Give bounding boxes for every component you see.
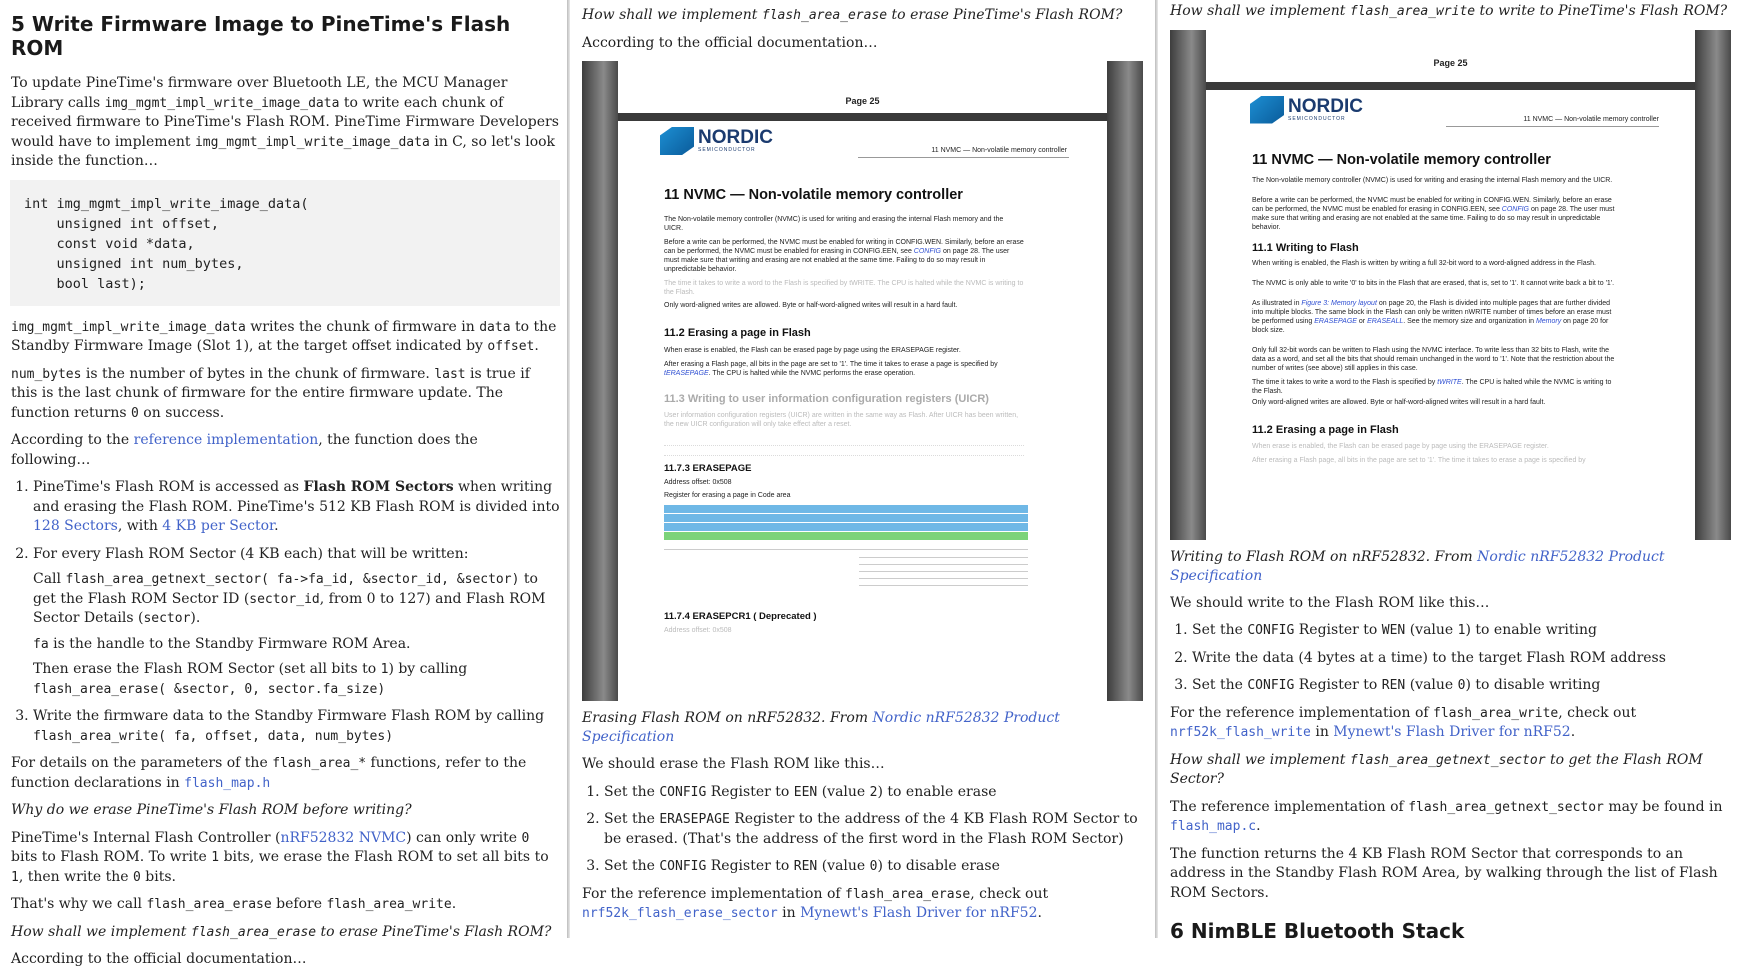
datasheet-figure-erase (582, 61, 1143, 701)
sector-size-link[interactable]: 4 KB per Sector (162, 518, 275, 534)
list-item: 1. Set the CONFIG Register to WEN (value 1) to enable writing (1192, 621, 1731, 641)
flash-write-link[interactable]: nrf52k_flash_write (1170, 725, 1311, 740)
paragraph: For the reference implementation of flash_area_write, check out nrf52k_flash_write in Mynewt's Flash Driver for nRF52. (1170, 704, 1637, 740)
flash-map-h-link[interactable]: flash_map.h (184, 775, 271, 791)
list-item: 2. Write the data (4 bytes at a time) to the target Flash ROM address (1192, 649, 1731, 669)
question: Why do we erase PineTime's Flash ROM before writing? (11, 802, 412, 818)
paragraph: According to the official documentation… (11, 951, 307, 967)
paragraph: According to the official documentation… (582, 34, 878, 51)
column-right (1158, 0, 1745, 943)
page-number: Page 25 (1206, 30, 1695, 82)
paragraph: That's why we call flash_area_erase before flash_area_write. (11, 896, 457, 912)
intro-paragraph: To update PineTime's firmware over Bluetooth LE, the MCU Manager Library calls img_mgmt_impl_write_image_data to write each chunk of received firmware to PineTime's Flash ROM. PineTime Firmware Developers would have to implement img_mgmt_impl_write_image_data in C, so let's look inside the function… (11, 75, 559, 169)
nordic-logo-icon (1250, 96, 1284, 124)
flash-map-c-link[interactable]: flash_map.c (1170, 819, 1257, 834)
list-item: 2. Set the ERASEPAGE Register to the address of the 4 KB Flash ROM Sector to be erased. (That's the address of the first word in the Flash ROM Sector) (604, 810, 1143, 849)
list-item: 3. Set the CONFIG Register to REN (value 0) to disable writing (1192, 676, 1731, 696)
column-left (0, 0, 568, 967)
paragraph: The function returns the 4 KB Flash ROM Sector that corresponds to an address in the Standby Flash ROM Area, by walking through the list of Flash ROM Sectors. (1170, 845, 1718, 901)
mynewt-driver-link[interactable]: Mynewt's Flash Driver for nRF52 (1333, 724, 1571, 740)
list-item: 1. Set the CONFIG Register to EEN (value 2) to enable erase (604, 783, 1143, 803)
steps-list (582, 783, 1143, 877)
list-item: 3. Write the firmware data to the Standby Firmware Flash ROM by calling flash_area_write( fa, offset, data, num_bytes) (33, 707, 560, 746)
question: How shall we implement flash_area_write to write to PineTime's Flash ROM? (1170, 3, 1728, 19)
figure-caption: Writing to Flash ROM on nRF52832. From Nordic nRF52832 Product Specification (1170, 548, 1665, 584)
paragraph: nrf52k_flash_erase_sector in Mynewt's Flash Driver for nRF52. (582, 905, 1042, 921)
list-item: 1. PineTime's Flash ROM is accessed as Flash ROM Sectors when writing and erasing the Flash ROM. PineTime's 512 KB Flash ROM is divided into 128 Sectors, with 4 KB per Sector. (33, 478, 560, 537)
register-table (664, 505, 1028, 591)
datasheet-page: NORDIC SEMICONDUCTOR 11 NVMC — Non-volatile memory controller 11 NVMC — Non-volatile memory controller The Non-volatile memory controller (NVMC) is used for writing and erasing the internal Flash memory and the UICR. Before a write can be performed, the NVMC must be enabled for writing in CONFIG.WEN. Similarly, before an erase can be performed, the NVMC must be enabled for erasing in CONFIG.EEN, see CONFIG on page 28. The user must make sure that writing and erasing are not enabled at the same time. Failing to do so may result in unpredictable behavior. 11.1 Writing to Flash When writing is enabled, the Flash is written by writing a full 32-bit word to a word-aligned address in the Flash. The NVMC is only able to write '0' to bits in the Flash that are erased, that is, set to '1'. It cannot write back a bit to '1'. As illustrated in Figure 3: Memory layout on page 20, the Flash is divided into multiple pages that are further divided into multiple blocks. The same block in the Flash can only be written nWRITE number of times before an erase must be performed using ERASEPAGE or ERASEALL. See the memory size and organization in Memory on page 20 for block size. Only full 32-bit words can be written to Flash using the NVMC interface. To write less than 32 bits to Flash, write the data as a word, and set all the bits that should remain unchanged in the word to '1'. Note that the restriction about the number of writes (see above) still applies in this case. The time it takes to write a word to the Flash is specified by tWRITE. The CPU is halted while the NVMC is writing to the Flash. Only word-aligned writes are allowed. Byte or half-word-aligned writes will result in a hard fault. 11.2 Erasing a page in Flash When erase is enabled, the Flash can be erased page by page using the ERASEPAGE register. After erasing a Flash page, all bits in the page are set to '1'. The time it takes to erase a page is specified by (1206, 90, 1695, 540)
paragraph: According to the reference implementation, the function does the following… (11, 432, 478, 468)
section-heading: 6 NimBLE Bluetooth Stack (1170, 919, 1465, 943)
paragraph: The reference implementation of flash_area_getnext_sector may be found in flash_map.c. (1170, 798, 1723, 834)
nordic-spec-link[interactable]: Nordic nRF52832 Product Specification (1170, 548, 1665, 584)
mynewt-driver-link[interactable]: Mynewt's Flash Driver for nRF52 (800, 905, 1038, 921)
paragraph: img_mgmt_impl_write_image_data writes the chunk of firmware in data to the Standby Firmware Image (Slot 1), at the target offset indicated by offset. (11, 318, 557, 354)
paragraph: We should erase the Flash ROM like this… (582, 756, 885, 772)
nordic-logo: NORDIC SEMICONDUCTOR (1250, 96, 1363, 124)
paragraph: For the reference implementation of flash_area_erase, check out (582, 885, 1049, 902)
reference-implementation-link[interactable]: reference implementation (133, 432, 319, 448)
paragraph: We should write to the Flash ROM like this… (1170, 594, 1490, 611)
steps-list (1170, 621, 1731, 696)
steps-list (11, 478, 560, 746)
erase-sector-link[interactable]: nrf52k_flash_erase_sector (582, 906, 778, 921)
list-item: 3. Set the CONFIG Register to REN (value 0) to disable erase (604, 857, 1143, 877)
datasheet-page: NORDIC SEMICONDUCTOR 11 NVMC — Non-volatile memory controller 11 NVMC — Non-volatile memory controller The Non-volatile memory controller (NVMC) is used for writing and erasing the internal Flash memory and the UICR. Before a write can be performed, the NVMC must be enabled for writing in CONFIG.WEN. Similarly, before an erase can be performed, the NVMC must be enabled for erasing in CONFIG.EEN, see CONFIG on page 28. The user must make sure that writing and erasing are not enabled at the same time. Failing to do so may result in unpredictable behavior. The time it takes to write a word to the Flash is specified by tWRITE. The CPU is halted while the NVMC is writing to the Flash. Only word-aligned writes are allowed. Byte or half-word-aligned writes will result in a hard fault. 11.2 Erasing a page in Flash When erase is enabled, the Flash can be erased page by page using the ERASEPAGE register. After erasing a Flash page, all bits in the page are set to '1'. The time it takes to erase a page is specified by tERASEPAGE. The CPU is halted while the NVMC performs the erase operation. 11.3 Writing to user information configuration registers (UICR) User information configuration registers (UICR) are written in the same way as Flash. After UICR has been written, the new UICR configuration will only take effect after a reset. 11.7.3 ERASEPAGE Address offset: 0x508 Register for erasing a page in Code area 11.7.4 ERASEPCR1 ( Deprecated ) Address offset: 0x508 (618, 121, 1107, 701)
paragraph: For details on the parameters of the flash_area_* functions, refer to the function declarations in flash_map.h (11, 755, 527, 791)
nordic-logo: NORDIC SEMICONDUCTOR (660, 127, 773, 155)
nordic-spec-link[interactable]: Nordic nRF52832 Product Specification (582, 710, 1060, 745)
question: How shall we implement flash_area_erase to erase PineTime's Flash ROM? (11, 923, 552, 940)
page-number: Page 25 (618, 61, 1107, 113)
column-middle (570, 0, 1157, 938)
paragraph: num_bytes is the number of bytes in the chunk of firmware. last is true if this is the last chunk of firmware for the entire firmware update. The function returns 0 on success. (11, 365, 530, 421)
section-heading: 5 Write Firmware Image to PineTime's Flash ROM (11, 12, 511, 60)
list-item: 2. For every Flash ROM Sector (4 KB each) that will be written: Call flash_area_getnext_sector( fa->fa_id, &sector_id, &sector) to get the Flash ROM Sector ID (sector_id, from 0 to 127) and Flash ROM Sector Details (sector). fa is the handle to the Standby Firmware ROM Area. Then erase the Flash ROM Sector (set all bits to 1) by calling flash_area_erase( &sector, 0, sector.fa_size) (33, 545, 560, 700)
datasheet-figure-write (1170, 30, 1731, 540)
question: How shall we implement flash_area_erase to erase PineTime's Flash ROM? (582, 7, 1123, 23)
question: How shall we implement flash_area_getnext_sector to get the Flash ROM Sector? (1170, 751, 1703, 787)
paragraph: PineTime's Internal Flash Controller (nRF52832 NVMC) can only write 0 bits to Flash ROM. To write 1 bits, we erase the Flash ROM to set all bits to 1, then write the 0 bits. (11, 829, 549, 885)
nordic-logo-icon (660, 127, 694, 155)
nvmc-link[interactable]: nRF52832 NVMC (280, 829, 407, 846)
figure-caption: Erasing Flash ROM on nRF52832. From Nordic nRF52832 Product Specification (582, 710, 1060, 745)
code-block: int img_mgmt_impl_write_image_data( unsigned int offset, const void *data, unsigned int num_bytes, bool last); (10, 180, 560, 306)
sectors-link[interactable]: 128 Sectors (33, 518, 118, 534)
